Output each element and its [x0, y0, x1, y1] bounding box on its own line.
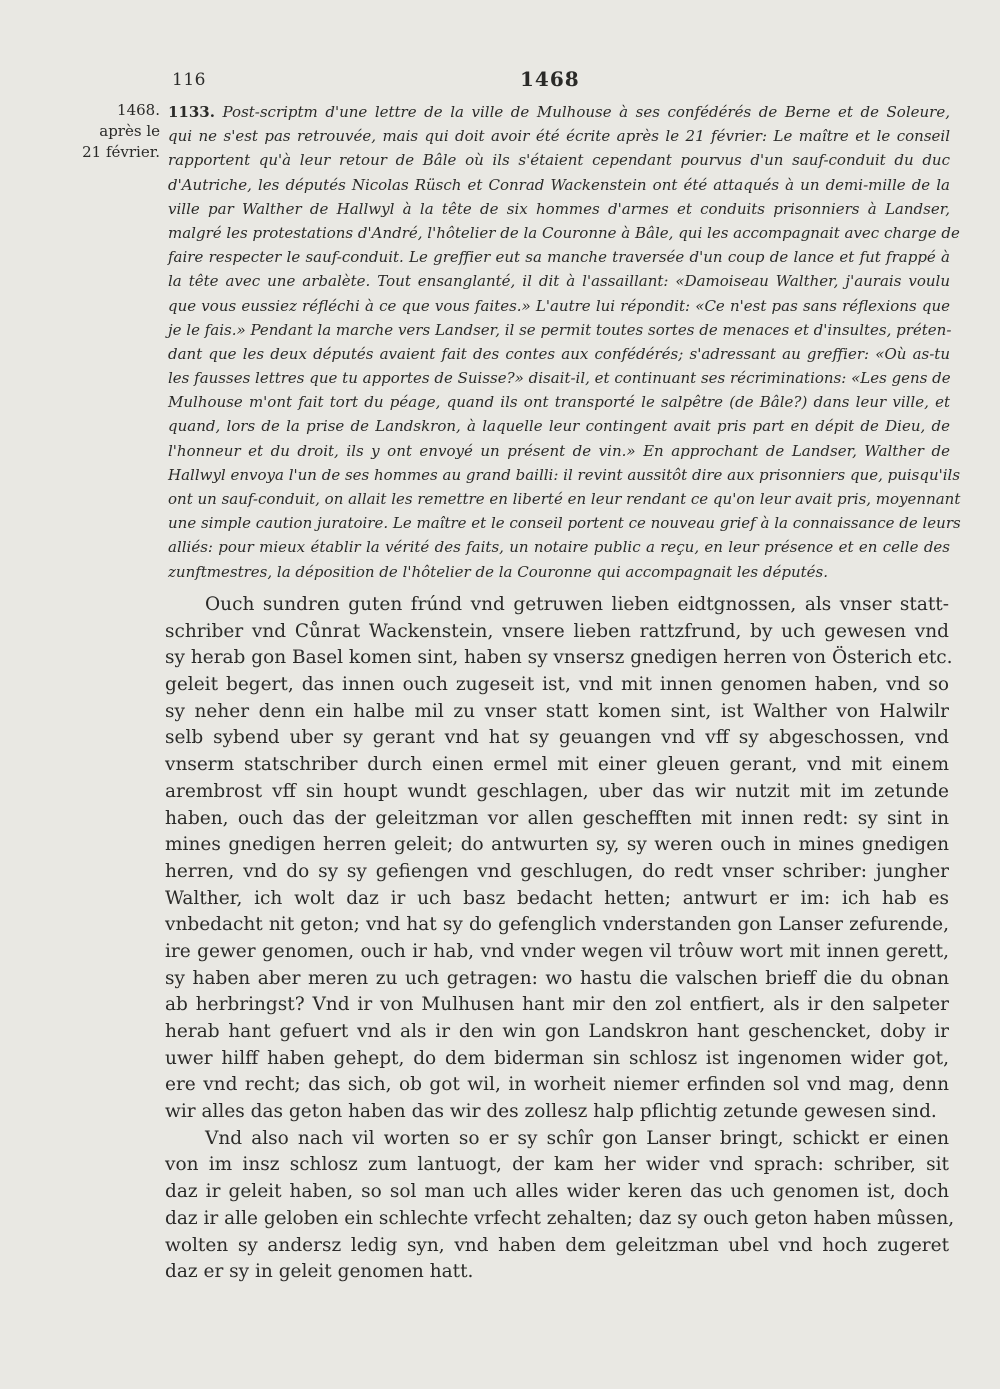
body-line: ire gewer genomen, ouch ir hab, vnd vnder wegen vil trôuw wort mit innen gerett, [165, 940, 949, 962]
summary-line: d'Autriche, les députés Nicolas Rüsch et Conrad Wackenstein ont été attaqués à un demi-mille de la [168, 175, 950, 194]
summary-line-text: Post-scriptm d'une lettre de la ville de Mulhouse à ses confédérés de Berne et de Soleure, [222, 103, 950, 121]
summary-line: zunftmestres, la déposition de l'hôtelier de la Couronne qui accompagnait les députés. [168, 562, 828, 581]
document-number: 1133. [168, 103, 215, 121]
body-line: daz er sy in geleit genomen hatt. [165, 1261, 474, 1283]
body-line: mines gnedigen herren geleit; do antwurten sy, sy weren ouch in mines gnedigen [165, 834, 949, 856]
summary-line [168, 100, 950, 124]
page-number: 116 [172, 70, 206, 90]
summary-line: Mulhouse m'ont fait tort du péage, quand ils ont transporté le salpêtre (de Bâle?) dans leur ville, et [168, 393, 950, 412]
body-line: wir alles das geton haben das wir des zollesz halp pflichtig zetunde gewesen sind. [165, 1101, 937, 1123]
body-line: sy haben aber meren zu uch getragen: wo hastu die valschen brieff die du obnan [165, 967, 949, 989]
body-line: sy herab gon Basel komen sint, haben sy vnsersz gnedigen herren von Österich etc. [165, 647, 953, 669]
summary-line: rapportent qu'à leur retour de Bâle où ils s'étaient cependant pourvus d'un sauf-conduit du duc [168, 151, 950, 170]
body-line: ab herbringst? Vnd ir von Mulhusen hant mir den zol entfiert, als ir den salpeter [165, 994, 949, 1016]
body-line: ere vnd recht; das sich, ob got wil, in worheit niemer erfinden sol vnd mag, denn [165, 1074, 949, 1096]
summary-line: la tête avec une arbalète. Tout ensanglanté, il dit à l'assaillant: «Damoiseau Walther, j'aurais voulu [168, 272, 950, 291]
body-line: daz ir alle geloben ein schlechte vrfecht zehalten; daz sy ouch geton haben mûssen, [165, 1207, 955, 1229]
body-line: sy neher denn ein halbe mil zu vnser statt komen sint, ist Walther von Halwilr [165, 700, 949, 722]
summary-line: l'honneur et du droit, ils y ont envoyé un présent de vin.» En approchant de Landser, Walther de [168, 441, 950, 460]
body-line: uwer hilff haben gehept, do dem biderman sin schlosz ist ingenomen wider got, [165, 1047, 949, 1069]
margin-date-line: après le [99, 122, 160, 140]
letter-body [165, 592, 955, 1286]
body-line: arembrost vff sin houpt wundt geschlagen, uber das wir nutzit mit im zetunde [165, 780, 949, 802]
summary-line: quand, lors de la prise de Landskron, à laquelle leur contingent avait pris part en dépit de Dieu, de [168, 417, 950, 436]
summary-line: ville par Walther de Hallwyl à la tête de six hommes d'armes et conduits prisonniers à Landser, [168, 199, 950, 218]
body-line: schriber vnd Cůnrat Wackenstein, vnsere lieben rattzfrund, by uch gewesen vnd [165, 620, 949, 642]
body-line: geleit begert, das innen ouch zugeseit ist, vnd mit innen genomen haben, vnd so [165, 674, 949, 696]
margin-date [60, 100, 160, 163]
body-line: Vnd also nach vil worten so er sy schîr gon Lanser bringt, schickt er einen [205, 1127, 949, 1149]
body-line: vnbedacht nit geton; vnd hat sy do gefenglich vnderstanden gon Lanser zefurende, [165, 914, 949, 936]
summary-line: ont un sauf-conduit, on allait les remettre en liberté en leur rendant ce qu'on leur avait pris, moyennant [168, 490, 961, 508]
body-line: wolten sy andersz ledig syn, vnd haben dem geleitzman ubel vnd hoch zugeret [165, 1234, 949, 1256]
summary-line: qui ne s'est pas retrouvée, mais qui doit avoir été écrite après le 21 février: Le maître et le conseil [168, 127, 950, 146]
running-head-year: 1468 [520, 67, 580, 91]
summary-line: Hallwyl envoya l'un de ses hommes au grand bailli: il revint aussitôt dire aux prisonniers que, puisqu'ils [168, 465, 961, 484]
body-line: vnserm statschriber durch einen ermel mit einer gleuen gerant, vnd mit einem [165, 754, 949, 776]
body-line: selb sybend uber sy gerant vnd hat sy geuangen vnd vff sy abgeschossen, vnd [165, 727, 949, 749]
summary-line: faire respecter le sauf-conduit. Le greffier eut sa manche traversée d'un coup de lance et fut frappé à [168, 248, 950, 267]
body-line: von im insz schlosz zum lantuogt, der kam her wider vnd sprach: schriber, sit [165, 1154, 949, 1176]
summary-line: je le fais.» Pendant la marche vers Landser, il se permit toutes sortes de menaces et d'insultes, préten- [168, 320, 952, 339]
summary-line: alliés: pour mieux établir la vérité des faits, un notaire public a reçu, en leur présence et en celle des [168, 538, 950, 557]
body-line: herab hant gefuert vnd als ir den win gon Landskron hant geschencket, doby ir [165, 1021, 949, 1042]
summary-line: dant que les deux députés avaient fait des contes aux confédérés; s'adressant au greffier: «Où as-tu [168, 344, 950, 363]
summary-line: les fausses lettres que tu apportes de Suisse?» disait-il, et continuant ses récriminations: «Les gens de [168, 369, 951, 388]
summary-line: une simple caution juratoire. Le maître et le conseil portent ce nouveau grief à la connaissance de leurs [168, 514, 961, 533]
body-line: daz ir geleit haben, so sol man uch alles wider keren das uch genomen ist, doch [165, 1181, 949, 1203]
document-summary [168, 100, 961, 584]
margin-date-line: 21 février. [82, 143, 160, 161]
summary-line: que vous eussiez réfléchi à ce que vous faites.» L'autre lui répondit: «Ce n'est pas sans réflexions que [168, 296, 950, 315]
body-line: haben, ouch das der geleitzman vor allen geschefften mit innen redt: sy sint in [165, 807, 949, 829]
body-line: Ouch sundren guten frúnd vnd getruwen lieben eidtgnossen, als vnser statt- [205, 594, 949, 615]
body-line: Walther, ich wolt daz ir uch basz bedacht hetten; antwurt er im: ich hab es [165, 887, 949, 909]
margin-date-line: 1468. [117, 101, 160, 119]
summary-line: malgré les protestations d'André, l'hôtelier de la Couronne à Bâle, qui les accompagnait avec charge de [168, 223, 960, 242]
body-line: herren, vnd do sy sy gefiengen vnd geschlugen, do redt vnser schriber: jungher [165, 860, 949, 882]
